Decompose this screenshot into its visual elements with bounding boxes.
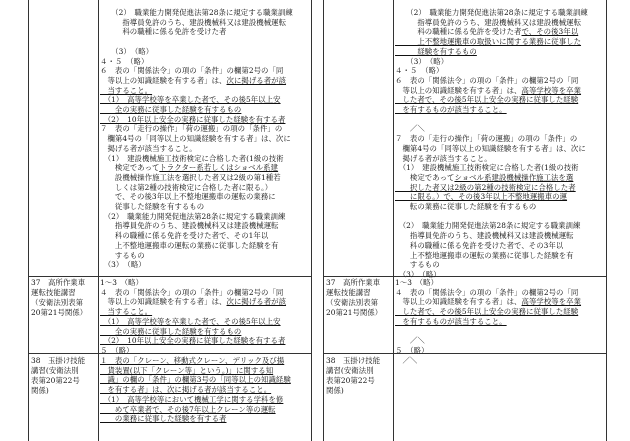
left-row37-text: ４ 表の「関係法令」の項の「条件」の欄第2号の「同 [100, 287, 284, 297]
right-upper-amended-text: 上不整地運搬車の取扱いに関する業務に従事した [395, 37, 582, 47]
left-upper-line [100, 86, 310, 96]
left-upper-amended-text: （2） 10年以上安全の実務に従事した経験を有する者 [100, 114, 286, 124]
left-row37-label [31, 278, 97, 318]
right-upper-line [395, 95, 605, 105]
right-upper-line [395, 221, 605, 231]
right-upper-text: 上不整地運搬車の運転の業務に従事した経験を有 [395, 250, 574, 260]
right-upper-text: 指導員免許のうち、建設機械科又は建設機械運転 [395, 231, 574, 241]
left-row38-label-line: 表第20第22号 [31, 376, 80, 385]
left-table-divider [98, 0, 99, 441]
left-row38-line [100, 356, 310, 366]
right-upper-line [395, 241, 605, 251]
right-upper-line [395, 251, 605, 261]
right-row37-text: ４ 表の「関係法令」の項の「条件」の欄第2号の「同 [395, 287, 579, 297]
right-upper-text: 等以上の知識経験を有する者」は、 [395, 85, 522, 95]
right-upper-text: ６ 表の「関係法令」の項の「条件」の欄第2号の「同 [395, 75, 579, 85]
left-row37-line [100, 327, 310, 337]
right-row37-text: 1〜3 （略） [395, 278, 439, 287]
left-upper-line [100, 212, 310, 222]
left-upper-line [100, 27, 310, 37]
right-upper-amended-text: 択した者又は2級の第2種の技術検定に合格した者 [395, 182, 576, 192]
right-upper-line [395, 47, 605, 57]
left-upper-line [100, 260, 310, 270]
right-row37-label-line: 20第21号関係） [326, 308, 383, 317]
left-upper-line [100, 66, 310, 76]
left-row38-amended-text: の業務に従事した経験を有する者 [100, 414, 227, 424]
left-upper-text: （2） 職業能力開発促進法第28条に規定する職業訓練 [100, 8, 293, 17]
left-row37-label-line: 20第21号関係） [31, 308, 88, 317]
left-upper-text: 検定であって [100, 163, 160, 173]
right-row38-label-line: 38 玉掛け技能 [326, 356, 381, 365]
right-upper-line [395, 231, 605, 241]
right-table-border-right [606, 0, 607, 441]
right-row37-amended-text: 高等学校等を卒業 [521, 297, 582, 307]
left-row37-amended-text: （1） 高等学校等を卒業した者で、その後5年以上安 [100, 316, 281, 326]
right-row37-line [395, 278, 605, 288]
right-upper-amended-text: に限る。）で、その後3年以上不整地運搬車の運 [395, 192, 568, 202]
right-row37-label [326, 278, 392, 318]
right-row37-text: ／＼ [395, 336, 425, 346]
left-row37-line [100, 346, 310, 356]
left-row37-amended-text: 次に掲げる者が該 [226, 297, 287, 307]
left-upper-text: 上不整地運搬車の運転の業務に従事した経験を有 [100, 240, 279, 250]
left-upper-line [100, 154, 310, 164]
left-upper-text: ６ 表の「関係法令」の項の「条件」の欄第2号の「同 [100, 66, 284, 76]
left-upper-text: 欄第4号の「同等以上の知識経験を有する者」は、次に [100, 134, 291, 144]
left-row37-line [100, 288, 310, 298]
right-row37-line [395, 336, 605, 346]
right-upper-line [395, 76, 605, 86]
left-upper-text: 等以上の知識経験を有する者」は、 [100, 75, 227, 85]
right-upper-amended-text: を有するものが該当すること。 [395, 105, 507, 115]
right-upper-line [395, 105, 605, 115]
right-upper-line [395, 212, 605, 222]
right-upper-line [395, 27, 605, 37]
right-upper-text: 転の業務に従事した経験を有するもの [395, 202, 537, 212]
right-upper-text: （1） 建設機械施工技術検定に合格した者(1級の技術 [395, 163, 579, 173]
right-upper-text: 欄第4号の「同等以上の知識経験を有する者」は、次に [395, 143, 586, 153]
left-row37-text: 等以上の知識経験を有する者」は、 [100, 297, 227, 307]
right-upper-amended-text: した者で、その後5年以上安全の実務に従事した経験 [395, 95, 579, 105]
left-upper-text: （2） 職業能力開発促進法第28条に規定する職業訓練 [100, 211, 286, 221]
left-upper-provisions [100, 8, 310, 270]
right-upper-line [395, 202, 605, 212]
left-upper-amended-text: 全の実務に従事した経験を有するもの [100, 105, 242, 115]
right-upper-amended-text: で、その後3年以 [521, 27, 579, 37]
left-table-border-right [311, 0, 312, 441]
left-upper-line [100, 124, 310, 134]
left-table-border-left [28, 0, 29, 441]
left-row37-provisions [100, 278, 310, 356]
right-row37-amended-text: した者で、その後5年以上安全の実務に従事した経験 [395, 307, 579, 317]
left-upper-amended-text: トラクター系若しくはショベル系建 [159, 163, 279, 173]
right-row37-label-line: （安衛法別表第 [326, 298, 379, 307]
right-upper-line [395, 260, 605, 270]
right-upper-line [395, 86, 605, 96]
right-upper-amended-text: 経験を有するもの [395, 46, 477, 56]
right-upper-line [395, 115, 605, 125]
left-row37-label-line: 37 高所作業車 [31, 278, 86, 287]
left-upper-text: で、その後3年以上不整地運搬車の運転の業務に [100, 192, 276, 202]
left-upper-line [100, 202, 310, 212]
left-upper-line [100, 105, 310, 115]
left-upper-text: 科の職種に係る免許を受けた者 [100, 27, 227, 37]
left-upper-line [100, 231, 310, 241]
right-upper-line [395, 163, 605, 173]
right-upper-line [395, 18, 605, 28]
left-upper-line [100, 163, 310, 173]
left-upper-text: 設機械操作施工法を選択した者又は2級の第1種若 [100, 172, 281, 182]
left-row37-amended-text: 全の実務に従事した経験を有するもの [100, 326, 242, 336]
right-row37-line [395, 317, 605, 327]
right-upper-text: ４・５ （略） [395, 66, 444, 76]
left-upper-amended-text: （1） 高等学校等を卒業した者で、その後5年以上安 [100, 95, 281, 105]
right-row37-amended-text: を有するものが該当すること。 [395, 316, 507, 326]
right-upper-text: （3） （略） [395, 56, 449, 66]
left-upper-text: するもの [100, 250, 145, 260]
left-row38-line [100, 395, 310, 405]
left-row38-label-line: 38 玉掛け技能 [31, 356, 86, 365]
left-row38-provisions [100, 356, 310, 424]
right-upper-text: ７ 表の「走行の操作」「荷の運搬」の項の「条件」の [395, 134, 578, 144]
left-upper-text: 指導員免許のうち、建設機械科又は建設機械運転 [100, 17, 287, 27]
right-upper-text: 指導員免許のうち、建設機械科又は建設機械運転 [395, 17, 582, 27]
left-row37-label-line: 運転技能講習 [31, 288, 76, 297]
right-row38-label [326, 356, 392, 396]
left-row37-amended-text: 当すること。 [100, 307, 153, 317]
right-row37-text: ５ （略） [395, 345, 429, 355]
right-upper-amended-text: ショベル系建設機械操作施工法を選 [454, 172, 574, 182]
left-row38-line [100, 405, 310, 415]
right-upper-text: 掲げる者が該当すること。 [395, 153, 492, 163]
left-row37-line [100, 278, 310, 288]
right-row37-label-line: 37 高所作業車 [326, 278, 381, 287]
left-row38-line [100, 366, 310, 376]
right-upper-line [395, 154, 605, 164]
right-upper-line [395, 183, 605, 193]
left-upper-line [100, 134, 310, 144]
left-row38-label-line: 関係) [31, 386, 49, 395]
left-upper-text: ７ 表の「走行の操作」「荷の運搬」の項の「条件」の [100, 124, 283, 134]
right-row38-line [395, 356, 605, 366]
left-row37-line [100, 336, 310, 346]
left-upper-text: （3） （略） [100, 46, 154, 56]
left-upper-line [100, 192, 310, 202]
right-row38-text: ／＼ [395, 356, 418, 365]
left-row38-label [31, 356, 97, 396]
right-upper-text: （3） （略） [395, 269, 441, 279]
left-row38-line [100, 414, 310, 424]
left-row38-amended-text: 貨装置(以下「クレーン等」という。)」に関する知 [100, 365, 274, 375]
right-row37-line [395, 288, 605, 298]
left-row38-line [100, 375, 310, 385]
right-row37-line [395, 297, 605, 307]
right-row38-label-line: 関係) [326, 386, 344, 395]
left-row37-amended-text: （2） 10年以上安全の実務に従事した経験を有する者 [100, 336, 286, 346]
right-row37-line [395, 327, 605, 337]
right-upper-line [395, 144, 605, 154]
right-table-divider [393, 0, 394, 441]
right-row38-label-line: 表第20第22号 [326, 376, 375, 385]
right-upper-text: 科の職種に係る免許を受けた者 [395, 27, 522, 37]
left-upper-line [100, 8, 310, 18]
left-row38-amended-text: （1） 高等学校等において機械工学に関する学科を修 [100, 394, 284, 404]
left-upper-text: 科の職種に係る免許を受けた者で、その1年以 [100, 231, 269, 241]
right-upper-text: するもの [395, 260, 440, 270]
left-upper-line [100, 95, 310, 105]
right-upper-text: （2） 職業能力開発促進法第28条に規定する職業訓練 [395, 221, 581, 231]
left-row37-line [100, 297, 310, 307]
left-upper-line [100, 251, 310, 261]
right-row37-line [395, 346, 605, 356]
left-upper-text: 指導員免許のうち、建設機械科又は建設機械運転 [100, 221, 279, 231]
right-upper-line [395, 8, 605, 18]
right-row37-label-line: 運転技能講習 [326, 288, 371, 297]
right-upper-text: 科の職種に係る免許を受けた者で、その3年以 [395, 240, 564, 250]
left-upper-text: （1） 建設機械施工技術検定に合格した者(1級の技術 [100, 153, 284, 163]
right-upper-text: （2） 職業能力開発促進法第28条に規定する職業訓練 [395, 8, 588, 17]
left-row38-amended-text: 識」の欄の「条件」の欄第3号の「同等以上の知識経験 [100, 375, 291, 385]
left-row37-line [100, 307, 310, 317]
right-row37-text: 等以上の知識経験を有する者」は、 [395, 297, 522, 307]
right-upper-line [395, 173, 605, 183]
right-row37-line [395, 307, 605, 317]
left-upper-text: しくは第2種の技術検定に合格した者に限る。） [100, 182, 273, 192]
right-row38-label-line: 講習(安衛法別 [326, 366, 374, 375]
left-row38-amended-text: めて卒業者で、その後7年以上クレーン等の運転 [100, 404, 276, 414]
right-upper-amended-text: 高等学校等を卒業 [521, 85, 582, 95]
left-row37-label-line: （安衛法別表第 [31, 298, 84, 307]
right-upper-text: 検定であって [395, 172, 455, 182]
right-row38-provisions [395, 356, 605, 366]
left-row37-text: 1〜3 （略） [100, 278, 144, 287]
left-upper-line [100, 57, 310, 67]
left-row38-amended-text: １ 表の「クレーン、移動式クレーン、デリック及び揚 [100, 356, 285, 365]
left-upper-line [100, 47, 310, 57]
right-upper-line [395, 57, 605, 67]
right-upper-line [395, 124, 605, 134]
left-row-separator-37 [28, 276, 312, 277]
left-upper-line [100, 241, 310, 251]
right-upper-line [395, 134, 605, 144]
left-upper-line [100, 144, 310, 154]
left-row38-line [100, 385, 310, 395]
left-upper-line [100, 76, 310, 86]
left-upper-text: （3） （略） [100, 260, 146, 270]
left-upper-text: ４・５ （略） [100, 56, 149, 66]
left-upper-amended-text: 次に掲げる者が該 [226, 75, 287, 85]
right-upper-line [395, 192, 605, 202]
left-upper-line [100, 37, 310, 47]
left-upper-text: 掲げる者が該当すること。 [100, 143, 197, 153]
right-upper-line [395, 37, 605, 47]
left-upper-line [100, 221, 310, 231]
left-upper-text: 従事した経験を有するもの [100, 202, 205, 212]
right-upper-provisions [395, 8, 605, 280]
left-upper-line [100, 18, 310, 28]
left-row38-label-line: 講習(安衛法別 [31, 366, 79, 375]
left-upper-line [100, 173, 310, 183]
right-upper-line [395, 66, 605, 76]
left-upper-line [100, 115, 310, 125]
right-table-border-left [323, 0, 324, 441]
right-row37-provisions [395, 278, 605, 356]
left-upper-line [100, 183, 310, 193]
left-upper-amended-text: 当すること。 [100, 85, 153, 95]
left-row38-amended-text: を有する者」は、次に掲げる者が該当すること。 [100, 385, 272, 395]
right-upper-text: ／＼ [395, 124, 425, 134]
left-row37-text: ５ （略） [100, 345, 134, 355]
left-row37-line [100, 317, 310, 327]
